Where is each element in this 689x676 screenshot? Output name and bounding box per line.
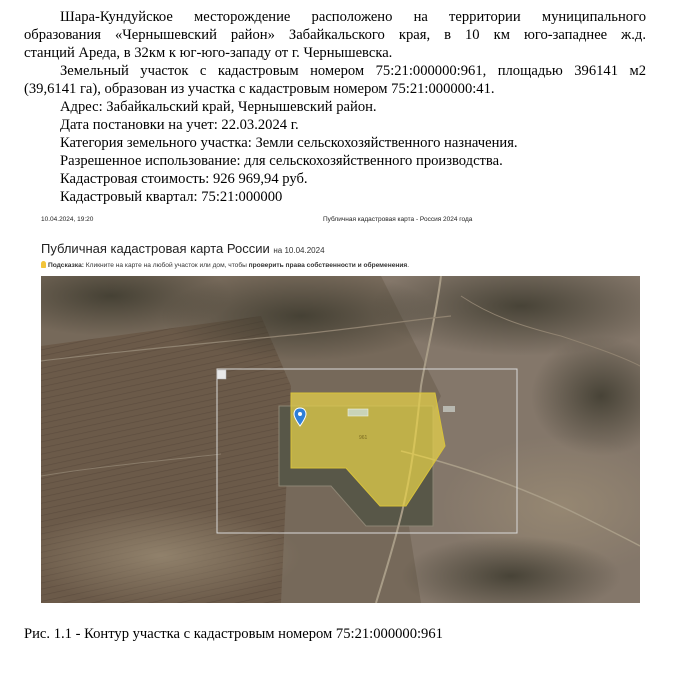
broken-image-icon bbox=[217, 370, 226, 379]
building bbox=[348, 409, 368, 416]
cadastral-value-line: Кадастровая стоимость: 926 969,94 руб. bbox=[60, 171, 308, 187]
map-canvas bbox=[41, 276, 640, 603]
figure-caption: Рис. 1.1 - Контур участка с кадастровым номером 75:21:000000:961 bbox=[24, 626, 443, 642]
hint-end: . bbox=[407, 262, 410, 269]
parcel-label: 961 bbox=[359, 435, 368, 441]
address-line: Адрес: Забайкальский край, Чернышевский район. bbox=[60, 99, 377, 115]
map-hint bbox=[41, 261, 409, 269]
lightbulb-icon bbox=[41, 261, 46, 268]
print-timestamp: 10.04.2024, 19:20 bbox=[41, 216, 94, 223]
map-date: на 10.04.2024 bbox=[273, 246, 325, 255]
paragraph-line: образования «Чернышевский район» Забайкальского края, в 10 км юго-западнее ж.д. bbox=[24, 27, 646, 43]
cadastral-quarter-line: Кадастровый квартал: 75:21:000000 bbox=[60, 189, 283, 205]
map-title bbox=[41, 241, 325, 256]
permitted-use-line: Разрешенное использование: для сельскохозяйственного производства. bbox=[60, 153, 503, 169]
print-page-title: Публичная кадастровая карта - Россия 2024 года bbox=[323, 216, 473, 223]
paragraph-line: станций Ареда, в 32км к юг-юго-западу от г. Чернышевска. bbox=[24, 45, 393, 61]
hint-label: Подсказка: bbox=[48, 262, 84, 269]
map-title-text: Публичная кадастровая карта России bbox=[41, 241, 270, 256]
hint-text: Кликните на карте на любой участок или дом, чтобы bbox=[83, 262, 249, 269]
land-category-line: Категория земельного участка: Земли сельскохозяйственного назначения. bbox=[60, 135, 518, 151]
paragraph-line: (39,6141 га), образован из участка с кадастровым номером 75:21:000000:41. bbox=[24, 81, 495, 97]
satellite-map[interactable] bbox=[41, 276, 640, 603]
paragraph-line: Шара-Кундуйское месторождение расположено на территории муниципального bbox=[60, 9, 646, 25]
registration-date-line: Дата постановки на учет: 22.03.2024 г. bbox=[60, 117, 299, 133]
paragraph-line: Земельный участок с кадастровым номером 75:21:000000:961, площадью 396141 м2 bbox=[60, 63, 646, 79]
building bbox=[443, 406, 455, 412]
hint-bold-text: проверить права собственности и обременения bbox=[248, 262, 408, 269]
